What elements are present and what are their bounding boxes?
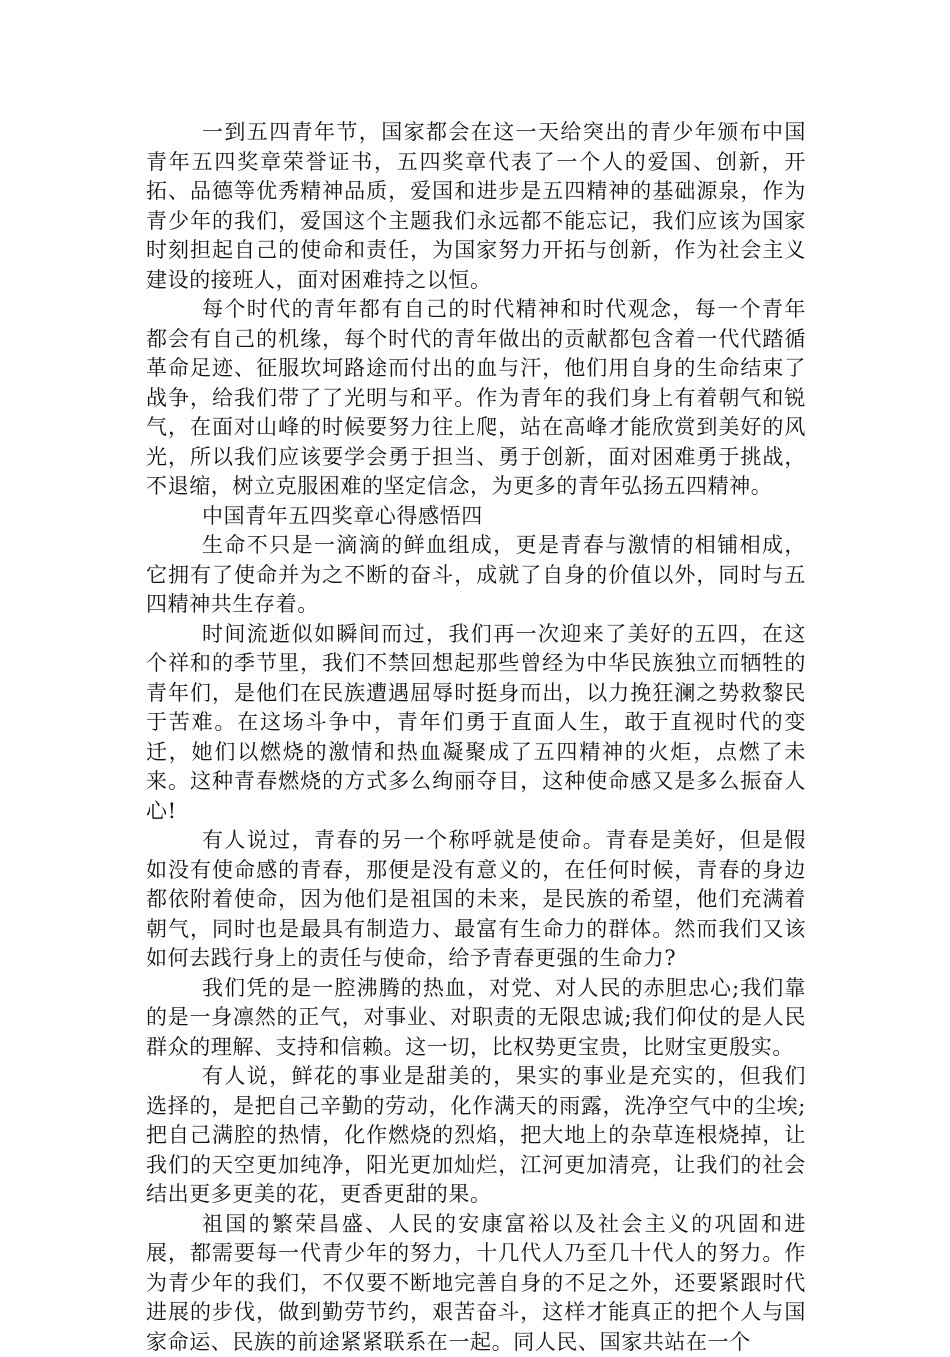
paragraph-2: 每个时代的青年都有自己的时代精神和时代观念，每一个青年都会有自己的机缘，每个时代的青年做出的贡献都包含着一代代踏循革命足迹、征服坎坷路途而付出的血与汗，他们用自身的生命结束了战争，给我们带了了光明与和平。作为青年的我们身上有着朝气和锐气，在面对山峰的时候要努力往上爬，站在高峰才能欣赏到美好的风光，所以我们应该要学会勇于担当、勇于创新，面对困难勇于挑战，不退缩，树立克服困难的坚定信念，为更多的青年弘扬五四精神。 <box>146 295 806 502</box>
paragraph-5: 有人说过，青春的另一个称呼就是使命。青春是美好，但是假如没有使命感的青春，那便是没有意义的，在任何时候，青春的身边都依附着使命，因为他们是祖国的未来，是民族的希望，他们充满着朝气，同时也是最具有制造力、最富有生命力的群体。然而我们又该如何去践行身上的责任与使命，给予青春更强的生命力? <box>146 826 806 974</box>
paragraph-4: 时间流逝似如瞬间而过，我们再一次迎来了美好的五四，在这个祥和的季节里，我们不禁回想起那些曾经为中华民族独立而牺牲的青年们，是他们在民族遭遇屈辱时挺身而出，以力挽狂澜之势救黎民于苦难。在这场斗争中，青年们勇于直面人生，敢于直视时代的变迁，她们以燃烧的激情和热血凝聚成了五四精神的火炬，点燃了未来。这种青春燃烧的方式多么绚丽夺目，这种使命感又是多么振奋人心! <box>146 620 806 827</box>
paragraph-3: 生命不只是一滴滴的鲜血组成，更是青春与激情的相铺相成，它拥有了使命并为之不断的奋斗，成就了自身的价值以外，同时与五四精神共生存着。 <box>146 531 806 620</box>
document-page <box>146 118 806 1357</box>
paragraph-6: 我们凭的是一腔沸腾的热血，对党、对人民的赤胆忠心;我们靠的是一身凛然的正气，对事业、对职责的无限忠诚;我们仰仗的是人民群众的理解、支持和信赖。这一切，比权势更宝贵，比财宝更殷实。 <box>146 974 806 1063</box>
paragraph-8: 祖国的繁荣昌盛、人民的安康富裕以及社会主义的巩固和进展，都需要每一代青少年的努力，十几代人乃至几十代人的努力。作为青少年的我们，不仅要不断地完善自身的不足之外，还要紧跟时代进展的步伐，做到勤劳节约，艰苦奋斗，这样才能真正的把个人与国家命运、民族的前途紧紧联系在一起。同人民、国家共站在一个 <box>146 1210 806 1357</box>
section-heading: 中国青年五四奖章心得感悟四 <box>146 502 806 532</box>
paragraph-7: 有人说，鲜花的事业是甜美的，果实的事业是充实的，但我们选择的，是把自己辛勤的劳动，化作满天的雨露，洗净空气中的尘埃;把自己满腔的热情，化作燃烧的烈焰，把大地上的杂草连根烧掉，让我们的天空更加纯净，阳光更加灿烂，江河更加清亮，让我们的社会结出更多更美的花，更香更甜的果。 <box>146 1062 806 1210</box>
paragraph-1: 一到五四青年节，国家都会在这一天给突出的青少年颁布中国青年五四奖章荣誉证书，五四奖章代表了一个人的爱国、创新，开拓、品德等优秀精神品质，爱国和进步是五四精神的基础源泉，作为青少年的我们，爱国这个主题我们永远都不能忘记，我们应该为国家时刻担起自己的使命和责任，为国家努力开拓与创新，作为社会主义建设的接班人，面对困难持之以恒。 <box>146 118 806 295</box>
